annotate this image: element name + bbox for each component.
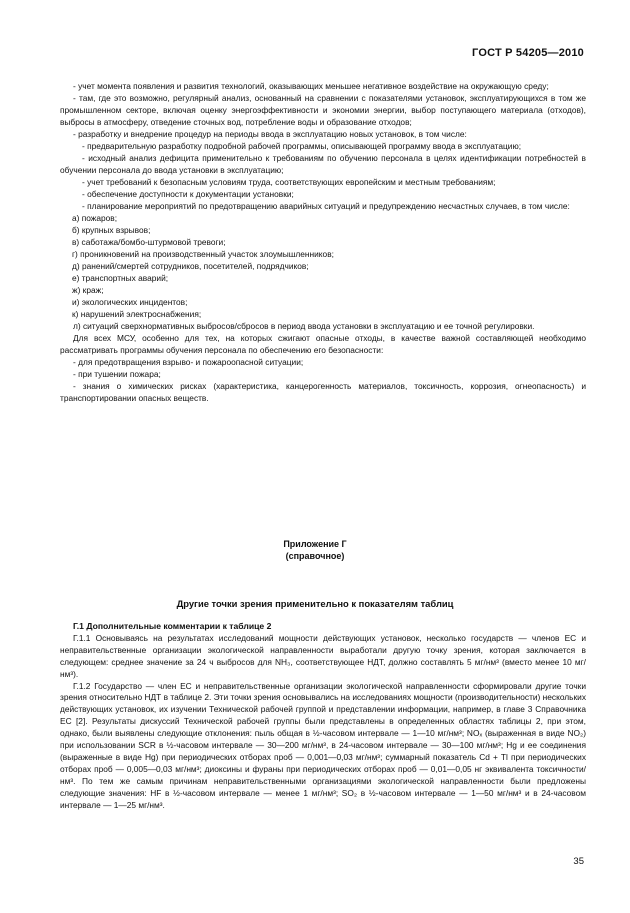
list-item: а) пожаров; <box>72 213 118 223</box>
document-header: ГОСТ Р 54205—2010 <box>472 47 584 59</box>
appendix-text <box>60 621 586 812</box>
paragraph: - учет момента появления и развития технологий, оказывающих меньшее негативное воздействие на окружающую среду; <box>73 81 549 91</box>
paragraph: Г.1.1 Основываясь на результатах исследований мощности действующих установок, несколько государств — членов ЕС и неправительственные организации экологической направленности выработали другую точку зрения, которая заключается в следующем: среднее значение за 24 ч выбросов для NH₃, соответствующее НДТ, должно составлять 5 мг/нм³ (вместо менее 10 мг/нм³). <box>60 632 586 679</box>
paragraph: Г.1.2 Государство — член ЕС и неправительственные организации экологической направленности сформировали другие точки зрения относительно НДТ в таблице 2. Эти точки зрения основывались на исследованиях мощности (производительности) нескольких действующих установок, их изучении Технической рабочей группой и представлении информации, например, в главе 3 Справочника ЕС [2]. Результаты дискуссий Технической рабочей группы были представлены в определенных областях таблицы 2, при этом, однако, были выявлены следующие отклонения: пыль общая в ½-часовом интервале — 1—10 мг/нм³; NOₓ (выраженная в виде NO₂) при использовании SCR в ½-часовом интервале — 30—200 мг/нм³, в 24-часовом интервале — 30—100 мг/нм³; Hg и ее соединения (выраженные в виде Hg) при периодических отборах проб — 0,001—0,03 мг/нм³; суммарный показатель Cd + Tl при периодических отборах проб — 0,005—0,03 мг/нм³; диоксины и фураны при периодических отборах проб — 0,01—0,05 нг эквивалента токсичности/нм³. По тем же самым причинам неправительственными организациями экологической направленности были предложены следующие значения: HF в ½-часовом интервале — менее 1 мг/нм³; SO₂ в ½-часовом интервале — 1—50 мг/нм³ и в 24-часовом интервале — 1—25 мг/нм³. <box>60 680 586 810</box>
list-item: д) ранений/смертей сотрудников, посетителей, подрядчиков; <box>72 261 309 271</box>
paragraph: - при тушении пожара; <box>73 369 161 379</box>
list-item: л) ситуаций сверхнормативных выбросов/сбросов в период ввода установки в эксплуатацию и ее точной регулировки. <box>73 321 535 331</box>
paragraph: - там, где это возможно, регулярный анализ, основанный на сравнении с показателями установок, эксплуатирующихся в том же промышленном секторе, включая оценку энергоэффективности и экономии энергии, выбор поступающего материала (отходов), выбросы в атмосферу, отведение сточных вод, потребление воды и образование отходов; <box>60 93 586 127</box>
paragraph: - разработку и внедрение процедур на периоды ввода в эксплуатацию новых установок, в том числе: <box>73 129 467 139</box>
paragraph: - знания о химических рисках (характеристика, канцерогенность материалов, токсичность, коррозия, огнеопасность) и транспортировании опасных веществ. <box>60 381 586 403</box>
list-item: ж) краж; <box>72 285 104 295</box>
paragraph: - планирование мероприятий по предотвращению аварийных ситуаций и предупреждению несчастных случаев, в том числе: <box>82 201 570 211</box>
appendix-type: (справочное) <box>285 551 345 561</box>
appendix-title: Другие точки зрения применительно к показателям таблиц <box>176 598 454 609</box>
appendix-heading <box>0 538 630 562</box>
paragraph: - исходный анализ дефицита применительно к требованиям по обучению персонала в целях идентификации потребностей в обучении персонала до ввода установки в эксплуатацию; <box>60 153 586 175</box>
list-item: е) транспортных аварий; <box>72 273 169 283</box>
list-item: в) саботажа/бомбо-штурмовой тревоги; <box>72 237 226 247</box>
list-item: б) крупных взрывов; <box>72 225 151 235</box>
paragraph: - для предотвращения взрыво- и пожароопасной ситуации; <box>73 357 304 367</box>
subsection-heading: Г.1 Дополнительные комментарии к таблице 2 <box>73 621 272 631</box>
page-number: 35 <box>573 856 584 867</box>
paragraph: - учет требований к безопасным условиям труда, соответствующих европейским и местным требованиям; <box>82 177 496 187</box>
main-text <box>60 80 586 404</box>
paragraph: - предварительную разработку подробной рабочей программы, описывающей программу ввода в эксплуатацию; <box>82 141 522 151</box>
paragraph: - обеспечение доступности к документации установки; <box>82 189 294 199</box>
appendix-label: Приложение Г <box>283 539 347 549</box>
list-item: г) проникновений на производственный участок злоумышленников; <box>72 249 334 259</box>
list-item: к) нарушений электроснабжения; <box>72 309 202 319</box>
paragraph: Для всех МСУ, особенно для тех, на которых сжигают опасные отходы, в качестве важной составляющей необходимо рассматривать программы обучения персонала по обеспечению его безопасности: <box>60 333 586 355</box>
list-item: и) экологических инцидентов; <box>72 297 188 307</box>
